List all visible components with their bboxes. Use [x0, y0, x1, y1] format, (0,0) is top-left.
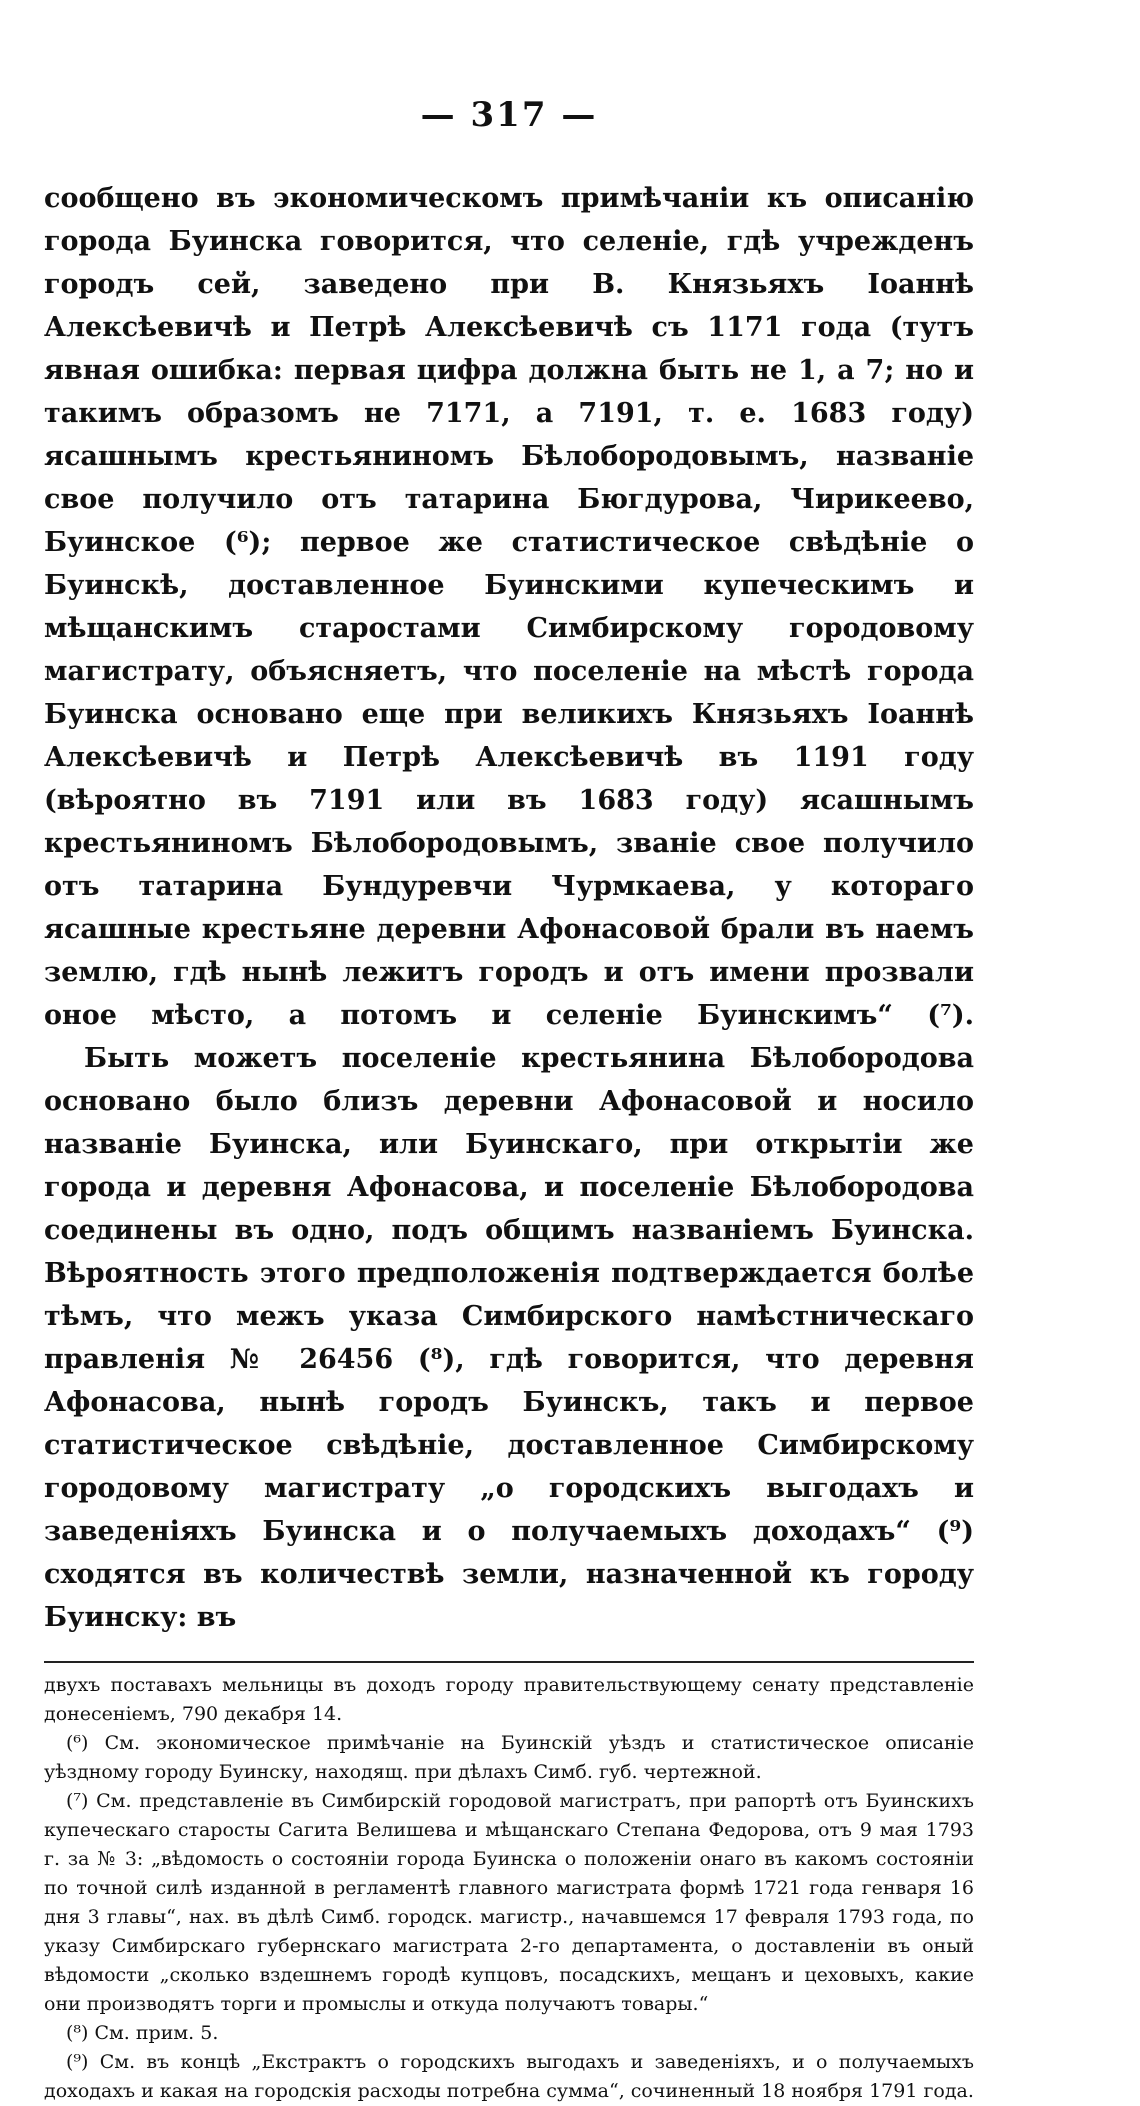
footnote-6: (⁶) См. экономическое примѣчаніе на Буинскій уѣздъ и статистическое описаніе уѣздному городу Буинску, находящ. при дѣлахъ Симб. губ. чертежной.: [44, 1732, 974, 1783]
footnote-divider: [44, 1661, 974, 1663]
footnote-8: (⁸) См. прим. 5.: [66, 2022, 219, 2044]
footnotes: [44, 1671, 974, 2106]
paragraph-1: сообщено въ экономическомъ примѣчаніи къ описанію города Буинска говорится, что селеніе, гдѣ учрежденъ городъ сей, заведено при В. Князьяхъ Іоаннѣ Алексѣевичѣ и Петрѣ Алексѣевичѣ съ 1171 года (тутъ явная ошибка: первая цифра должна быть не 1, а 7; но и такимъ образомъ не 7171, а 7191, т. е. 1683 году) ясашнымъ крестьяниномъ Бѣлобородовымъ, названіе свое получило отъ татарина Бюгдурова, Чирикеево, Буинское (⁶); первое же статистическое свѣдѣніе о Буинскѣ, доставленное Буинскими купеческимъ и мѣщанскимъ старостами Симбирскому городовому магистрату, объясняетъ, что поселеніе на мѣстѣ города Буинска основано еще при великихъ Князьяхъ Іоаннѣ Алексѣевичѣ и Петрѣ Алексѣевичѣ въ 1191 году (вѣроятно въ 7191 или въ 1683 году) ясашнымъ крестьяниномъ Бѣлобородовымъ, званіе свое получило отъ татарина Бундуревчи Чурмкаева, у котораго ясашные крестьяне деревни Афонасовой брали въ наемъ землю, гдѣ нынѣ лежитъ городъ и отъ имени прозвали оное мѣсто, а потомъ и селеніе Буинскимъ“ (⁷).: [44, 183, 974, 1031]
paragraph-2: Быть можетъ поселеніе крестьянина Бѣлобородова основано было близъ деревни Афонасовой и носило названіе Буинска, или Буинскаго, при открытіи же города и деревня Афонасова, и поселеніе Бѣлобородова соединены въ одно, подъ общимъ названіемъ Буинска. Вѣроятность этого предположенія подтверждается болѣе тѣмъ, что межъ указа Симбирского намѣстническаго правленія № 26456 (⁸), гдѣ говорится, что деревня Афонасова, нынѣ городъ Буинскъ, такъ и первое статистическое свѣдѣніе, доставленное Симбирскому городовому магистрату „о городскихъ выгодахъ и заведеніяхъ Буинска и о получаемыхъ доходахъ“ (⁹) сходятся въ количествѣ земли, назначенной къ городу Буинску: въ: [44, 1043, 974, 1633]
footnote-7: (⁷) См. представленіе въ Симбирскій городовой магистратъ, при рапортѣ отъ Буинскихъ купеческаго старосты Сагита Велишева и мѣщанскаго Степана Федорова, отъ 9 мая 1793 г. за № 3: „вѣдомость о состояніи города Буинска о положеніи онаго въ какомъ состояніи по точной силѣ изданной в регламентѣ главного магистрата формѣ 1721 года генваря 16 дня 3 главы“, нах. въ дѣлѣ Симб. городск. магистр., начавшемся 17 февраля 1793 года, по указу Симбирскаго губернскаго магистрата 2-го департамента, о доставленіи въ оный вѣдомости „сколько вздешнемъ городѣ купцовъ, посадскихъ, мещанъ и цеховыхъ, какие они производятъ торги и промыслы и откуда получаютъ товары.“: [44, 1790, 974, 2015]
footnote-continuation: двухъ поставахъ мельницы въ доходъ городу правительствующему сенату представленіе донесеніемъ, 790 декабря 14.: [44, 1674, 974, 1725]
page-number: — 317 —: [420, 95, 598, 135]
main-text: [44, 177, 974, 1639]
footnote-9: (⁹) См. въ концѣ „Екстрактъ о городскихъ выгодахъ и заведеніяхъ, и о получаемыхъ доходахъ и какая на городскія расходы потребна сумма“, сочиненный 18 ноября 1791 года.: [44, 2051, 974, 2102]
book-page: [44, 95, 974, 2106]
